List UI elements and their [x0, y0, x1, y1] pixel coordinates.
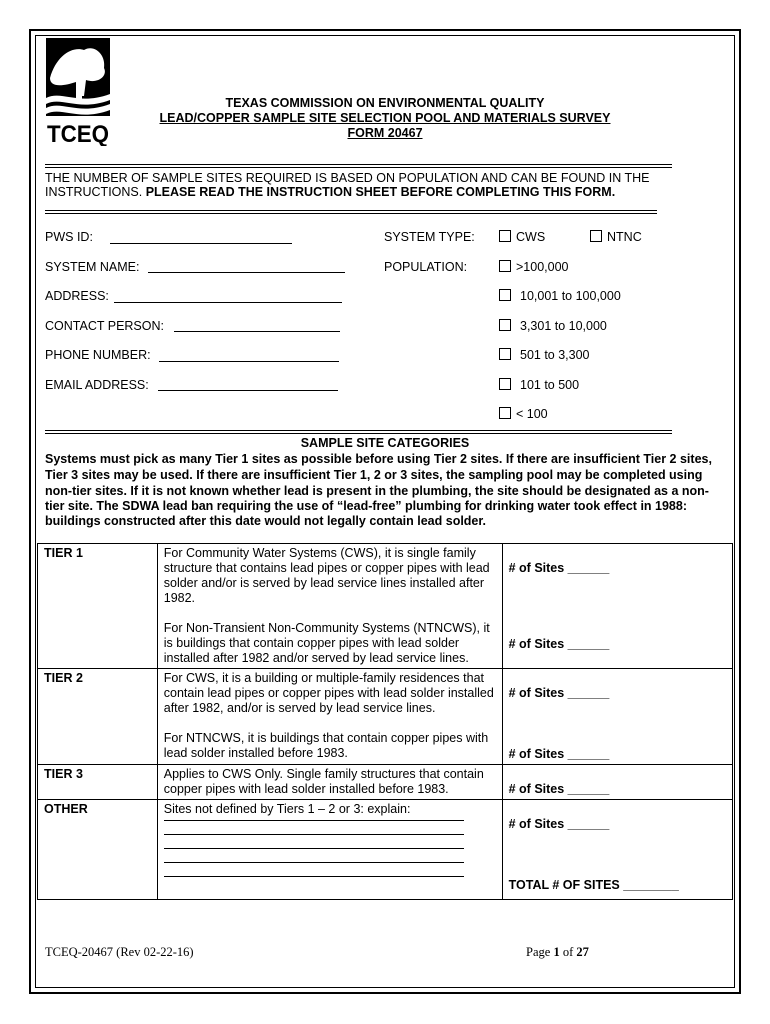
tier1-description — [157, 544, 502, 669]
tier3-description: Applies to CWS Only. Single family structures that contain copper pipes with lead solder installed before 1983. — [157, 765, 502, 800]
other-sites-field[interactable]: # of Sites ______ — [508, 817, 610, 831]
tier-table — [37, 543, 733, 900]
ntnc-option-label: NTNC — [607, 230, 642, 244]
tceq-logo — [46, 38, 110, 146]
table-row — [38, 544, 733, 669]
tier3-sites-cell — [502, 765, 732, 800]
header-form-number: FORM 20467 — [347, 126, 423, 140]
tier3-sites-field[interactable]: # of Sites ______ — [508, 782, 610, 796]
address-field[interactable] — [114, 302, 342, 303]
categories-text: buildings constructed after this date would not legally contain lead solder. — [45, 514, 487, 528]
page-prefix: Page — [526, 945, 554, 959]
total-sites-field[interactable]: TOTAL # OF SITES ________ — [508, 878, 679, 892]
population-option-label: 101 to 500 — [520, 378, 580, 392]
cws-checkbox[interactable] — [499, 230, 511, 242]
intro-line1: THE NUMBER OF SAMPLE SITES REQUIRED IS BASED ON POPULATION AND CAN BE FOUND IN THE — [45, 171, 650, 185]
tier1-label: TIER 1 — [38, 544, 158, 669]
explain-line[interactable] — [164, 849, 464, 863]
ntnc-checkbox[interactable] — [590, 230, 602, 242]
other-label: OTHER — [38, 800, 158, 900]
intro-line2-plain: INSTRUCTIONS. — [45, 185, 146, 199]
categories-text: Tier 3 sites may be used. If there are insufficient Tier 1, 2 or 3 sites, the sampling pool may be completed using — [45, 468, 703, 482]
page-of: of — [559, 945, 577, 959]
population-option-label: 501 to 3,300 — [520, 348, 590, 362]
table-row — [38, 765, 733, 800]
divider — [45, 210, 657, 214]
tier2-description — [157, 669, 502, 765]
pws-id-field[interactable] — [110, 243, 292, 244]
tier2-label: TIER 2 — [38, 669, 158, 765]
other-description — [157, 800, 502, 900]
tier3-label: TIER 3 — [38, 765, 158, 800]
page-current: 1 — [553, 945, 560, 959]
divider — [45, 430, 672, 434]
population-checkbox[interactable] — [499, 289, 511, 301]
system-type-label: SYSTEM TYPE: — [384, 230, 475, 244]
population-checkbox[interactable] — [499, 378, 511, 390]
population-option-label: >100,000 — [516, 260, 569, 274]
population-checkbox[interactable] — [499, 348, 511, 360]
tier1-sites-cell — [502, 544, 732, 669]
categories-title: SAMPLE SITE CATEGORIES — [300, 436, 470, 450]
other-explain-label: Sites not defined by Tiers 1 – 2 or 3: explain: — [163, 802, 411, 816]
population-checkbox[interactable] — [499, 319, 511, 331]
phone-number-field[interactable] — [159, 361, 339, 362]
intro-line2 — [45, 185, 615, 200]
tier1-ntncws-sites-field[interactable]: # of Sites ______ — [508, 637, 610, 651]
email-address-label: EMAIL ADDRESS: — [45, 378, 149, 392]
categories-text: non-tier sites. If it is not known whether lead is present in the plumbing, the site should be designated as a non- — [45, 484, 709, 498]
table-row — [38, 800, 733, 900]
tier2-cws-sites-field[interactable]: # of Sites ______ — [508, 686, 610, 700]
intro-line2-bold: PLEASE READ THE INSTRUCTION SHEET BEFORE COMPLETING THIS FORM. — [145, 185, 616, 199]
table-row — [38, 669, 733, 765]
categories-text: tier site. The SDWA lead ban requiring the use of “lead-free” plumbing for drinking water took effect in 1988: — [45, 499, 687, 513]
population-checkbox[interactable] — [499, 407, 511, 419]
contact-person-field[interactable] — [174, 331, 340, 332]
population-label: POPULATION: — [384, 260, 468, 274]
explain-line[interactable] — [164, 835, 464, 849]
pws-id-label: PWS ID: — [45, 230, 93, 244]
tier1-cws-sites-field[interactable]: # of Sites ______ — [508, 561, 610, 575]
page-total: 27 — [576, 945, 589, 959]
tier2-cws-text: For CWS, it is a building or multiple-family residences that contain lead pipes or copper pipes with lead solder installed after 1982, and/or is served by lead service lines. — [163, 671, 494, 715]
explain-line[interactable] — [164, 821, 464, 835]
cws-option-label: CWS — [516, 230, 546, 244]
tier2-ntncws-text: For NTNCWS, it is buildings that contain copper pipes with lead solder installed before 1983. — [163, 731, 489, 760]
header-agency: TEXAS COMMISSION ON ENVIRONMENTAL QUALITY — [225, 96, 545, 110]
population-option-label: 3,301 to 10,000 — [520, 319, 607, 333]
population-option-label: 10,001 to 100,000 — [520, 289, 621, 303]
form-revision: TCEQ-20467 (Rev 02-22-16) — [45, 945, 194, 959]
contact-person-label: CONTACT PERSON: — [45, 319, 164, 333]
tier2-sites-cell — [502, 669, 732, 765]
system-name-field[interactable] — [148, 272, 345, 273]
tier1-ntncws-text: For Non-Transient Non-Community Systems (NTNCWS), it is buildings that contain copper pipes with lead solder installed after 1982 and/or served by lead service lines. — [163, 621, 490, 665]
address-label: ADDRESS: — [45, 289, 109, 303]
tier1-cws-text: For Community Water Systems (CWS), it is single family structure that contains lead pipes or copper pipes with lead solder and/or is served by lead service lines installed after 1982. — [163, 546, 490, 605]
population-checkbox[interactable] — [499, 260, 511, 272]
form-header — [110, 96, 660, 141]
tier2-ntncws-sites-field[interactable]: # of Sites ______ — [508, 747, 610, 761]
phone-number-label: PHONE NUMBER: — [45, 348, 151, 362]
divider — [45, 164, 672, 168]
other-sites-cell — [502, 800, 732, 900]
categories-text: Systems must pick as many Tier 1 sites as possible before using Tier 2 sites. If there are insufficient Tier 2 sites, — [45, 452, 712, 466]
system-name-label: SYSTEM NAME: — [45, 260, 140, 274]
email-address-field[interactable] — [158, 390, 338, 391]
explain-line[interactable] — [164, 863, 464, 877]
logo-text: TCEQ — [47, 121, 109, 146]
page-number — [526, 945, 589, 960]
header-title: LEAD/COPPER SAMPLE SITE SELECTION POOL AND MATERIALS SURVEY — [159, 111, 611, 125]
population-option-label: < 100 — [516, 407, 548, 421]
